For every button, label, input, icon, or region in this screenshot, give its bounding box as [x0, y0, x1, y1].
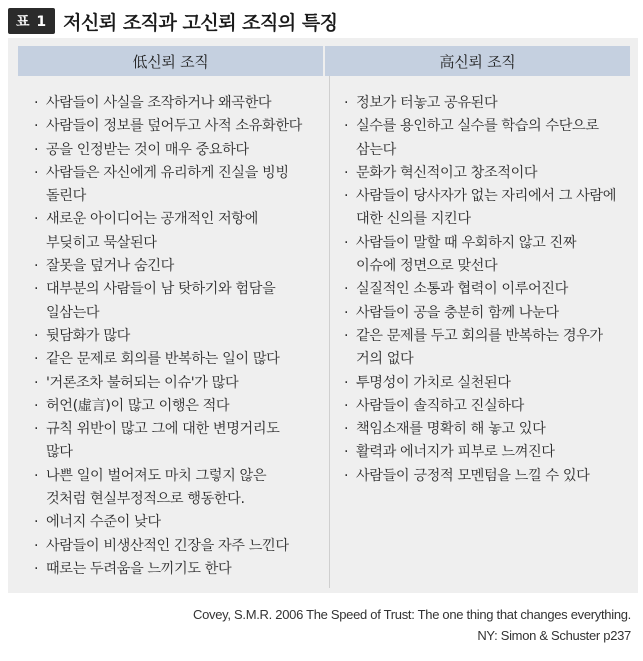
- high-trust-item-text: 실질적인 소통과 협력이 이루어진다: [356, 281, 568, 298]
- low-trust-item: [34, 348, 324, 371]
- low-trust-item: [34, 395, 324, 418]
- low-trust-item-text: 사람들이 사실을 조작하거나 왜곡한다: [46, 95, 272, 111]
- bullet-icon: ·: [344, 421, 349, 438]
- low-trust-item: [34, 418, 324, 465]
- low-trust-item-text: 돌린다: [46, 188, 86, 205]
- bullet-icon: ·: [34, 327, 39, 344]
- low-trust-item: [34, 558, 324, 581]
- low-trust-item: [34, 372, 324, 395]
- bullet-icon: ·: [34, 258, 39, 275]
- high-trust-item: [344, 278, 634, 301]
- low-trust-item-text: 것처럼 현실부정적으로 행동한다.: [46, 491, 245, 508]
- bullet-icon: ·: [34, 374, 39, 391]
- high-trust-item-text: 사람들이 긍정적 모멘텀을 느낄 수 있다: [356, 467, 590, 484]
- bullet-icon: ·: [344, 281, 349, 298]
- low-trust-item-text: 사람들이 정보를 덮어두고 사적 소유화한다: [46, 118, 302, 135]
- bullet-icon: ·: [344, 397, 349, 414]
- high-trust-item-text: 같은 문제를 두고 회의를 반복하는 경우가: [356, 327, 603, 344]
- bullet-icon: ·: [34, 164, 39, 181]
- bullet-icon: ·: [344, 188, 349, 205]
- low-trust-item: [34, 325, 324, 348]
- high-trust-column: [344, 92, 634, 488]
- low-trust-item-text: '거론조차 불허되는 이슈'가 많다: [46, 374, 239, 391]
- bullet-icon: ·: [344, 467, 349, 484]
- low-trust-item: [34, 278, 324, 325]
- high-trust-item-text: 사람들이 당사자가 없는 자리에서 그 사람에: [356, 188, 617, 205]
- bullet-icon: ·: [344, 327, 349, 344]
- high-trust-item-text: 사람들이 공을 충분히 함께 나눈다: [356, 304, 559, 321]
- high-trust-item: [344, 465, 634, 488]
- low-trust-item: [34, 208, 324, 255]
- high-trust-item-text: 사람들이 솔직하고 진실하다: [356, 397, 524, 414]
- high-trust-item-text: 정보가 터놓고 공유된다: [356, 95, 498, 111]
- bullet-icon: ·: [34, 95, 39, 111]
- bullet-icon: ·: [344, 95, 349, 111]
- bullet-icon: ·: [344, 118, 349, 135]
- bullet-icon: ·: [344, 164, 349, 181]
- low-trust-item-text: 대부분의 사람들이 남 탓하기와 험담을: [46, 281, 276, 298]
- bullet-icon: ·: [34, 560, 39, 577]
- high-trust-item-text: 사람들이 말할 때 우회하지 않고 진짜: [356, 234, 577, 251]
- low-trust-item: [34, 255, 324, 278]
- low-trust-item-text: 뒷담화가 많다: [46, 327, 130, 344]
- low-trust-item-text: 사람들이 비생산적인 긴장을 자주 느낀다: [46, 537, 289, 554]
- high-trust-item-text: 책임소재를 명확히 해 놓고 있다: [356, 421, 546, 438]
- bullet-icon: ·: [344, 444, 349, 461]
- low-trust-item: [34, 115, 324, 138]
- low-trust-item-text: 때로는 두려움을 느끼기도 한다: [46, 560, 232, 577]
- high-trust-item: [344, 302, 634, 325]
- low-trust-item: [34, 465, 324, 512]
- high-trust-item-text: 투명성이 가치로 실천된다: [356, 374, 511, 391]
- low-trust-item-text: 허언(虛言)이 많고 이행은 적다: [46, 397, 230, 414]
- high-trust-item: [344, 325, 634, 372]
- low-trust-item: [34, 92, 324, 115]
- high-trust-item-text: 활력과 에너지가 피부로 느껴진다: [356, 444, 555, 461]
- low-trust-item-text: 사람들은 자신에게 유리하게 진실을 빙빙: [46, 164, 289, 181]
- header-high-trust: 高신뢰 조직: [439, 52, 516, 71]
- high-trust-item: [344, 372, 634, 395]
- bullet-icon: ·: [34, 421, 39, 438]
- high-trust-item-text: 실수를 용인하고 실수를 학습의 수단으로: [356, 118, 599, 135]
- high-trust-item-text: 거의 없다: [356, 351, 414, 368]
- high-trust-item-text: 대한 신의를 지킨다: [356, 211, 471, 228]
- low-trust-item-text: 나쁜 일이 벌어져도 마치 그렇지 않은: [46, 467, 267, 484]
- low-trust-item-text: 일삼는다: [46, 304, 100, 321]
- bullet-icon: ·: [344, 304, 349, 321]
- low-trust-item-text: 새로운 아이디어는 공개적인 저항에: [46, 211, 258, 228]
- bullet-icon: ·: [34, 141, 39, 158]
- bullet-icon: ·: [34, 467, 39, 484]
- high-trust-item: [344, 232, 634, 279]
- table-title: 저신뢰 조직과 고신뢰 조직의 특징: [63, 11, 338, 34]
- bullet-icon: ·: [34, 514, 39, 531]
- high-trust-item-text: 문화가 혁신적이고 창조적이다: [356, 164, 538, 181]
- source-citation: [193, 604, 631, 646]
- high-trust-item-text: 이슈에 정면으로 맞선다: [356, 258, 498, 275]
- high-trust-item: [344, 92, 634, 115]
- high-trust-item: [344, 162, 634, 185]
- bullet-icon: ·: [34, 397, 39, 414]
- source-line-2: NY: Simon & Schuster p237: [477, 628, 631, 643]
- high-trust-item: [344, 418, 634, 441]
- low-trust-item: [34, 511, 324, 534]
- low-trust-item-text: 부딪히고 묵살된다: [46, 234, 157, 251]
- bullet-icon: ·: [34, 351, 39, 368]
- table-header: [18, 46, 630, 76]
- low-trust-item: [34, 139, 324, 162]
- source-line-1: Covey, S.M.R. 2006 The Speed of Trust: The one thing that changes everything.: [193, 607, 631, 622]
- table-number-badge: 표 1: [8, 8, 55, 34]
- low-trust-item: [34, 535, 324, 558]
- low-trust-item-text: 규칙 위반이 많고 그에 대한 변명거리도: [46, 421, 280, 438]
- header-low-trust: 低신뢰 조직: [132, 52, 209, 71]
- low-trust-item-text: 잘못을 덮거나 숨긴다: [46, 258, 174, 275]
- high-trust-item: [344, 115, 634, 162]
- bullet-icon: ·: [34, 118, 39, 135]
- low-trust-item-text: 같은 문제로 회의를 반복하는 일이 많다: [46, 351, 280, 368]
- column-divider: [329, 76, 330, 588]
- table-title-row: [8, 8, 338, 34]
- bullet-icon: ·: [344, 234, 349, 251]
- bullet-icon: ·: [344, 374, 349, 391]
- bullet-icon: ·: [34, 211, 39, 228]
- bullet-icon: ·: [34, 281, 39, 298]
- high-trust-item: [344, 395, 634, 418]
- high-trust-item: [344, 441, 634, 464]
- low-trust-item: [34, 162, 324, 209]
- low-trust-item-text: 공을 인정받는 것이 매우 중요하다: [46, 141, 249, 158]
- low-trust-item-text: 많다: [46, 444, 73, 461]
- bullet-icon: ·: [34, 537, 39, 554]
- high-trust-item: [344, 185, 634, 232]
- high-trust-item-text: 삼는다: [356, 141, 396, 158]
- low-trust-item-text: 에너지 수준이 낮다: [46, 514, 161, 531]
- low-trust-column: [34, 92, 324, 581]
